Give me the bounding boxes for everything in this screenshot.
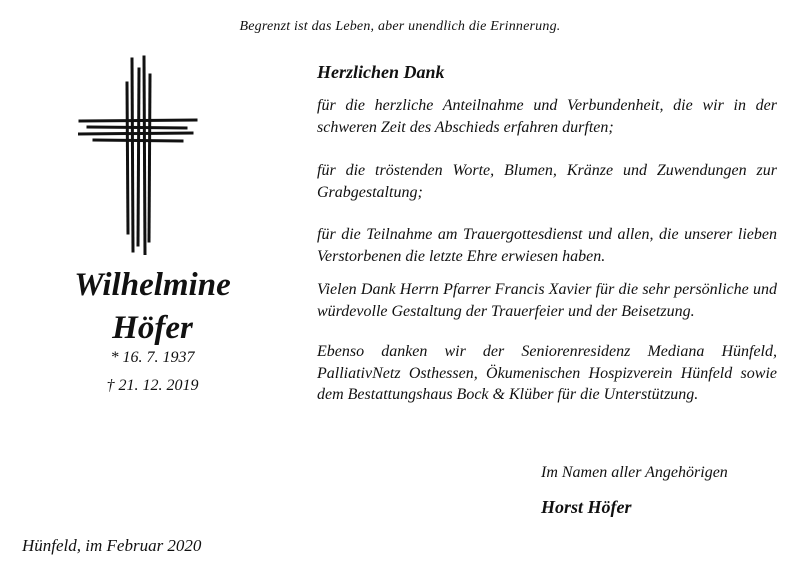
thanks-heading: Herzlichen Dank (317, 62, 445, 82)
thanks-paragraph: Ebenso danken wir der Seniorenresidenz Mediana Hünfeld, PalliativNetz Osthessen, Ökumenischen Hospizverein Hünfeld sowie dem Bestattungshaus Bock & Klüber für die Unterstützung. (317, 343, 777, 403)
thanks-paragraph: für die tröstenden Worte, Blumen, Kränze und Zuwendungen zur Grabgestaltung; (317, 162, 777, 201)
thanks-paragraph: Vielen Dank Herrn Pfarrer Francis Xavier für die sehr persönliche und würdevolle Gestaltung der Trauerfeier und der Beisetzung. (317, 281, 777, 320)
place-date: Hünfeld, im Februar 2020 (22, 536, 202, 555)
thanks-paragraph: für die herzliche Anteilnahme und Verbundenheit, die wir in der schweren Zeit des Abschieds erfahren durften; (317, 97, 777, 136)
signature-intro: Im Namen aller Angehörigen (541, 464, 728, 481)
signature-name: Horst Höfer (541, 497, 632, 517)
cross-icon (78, 55, 198, 255)
motto: Begrenzt ist das Leben, aber unendlich die Erinnerung. (239, 19, 561, 34)
birth-date: * 16. 7. 1937 (110, 349, 195, 366)
deceased-last-name: Höfer (112, 310, 193, 346)
death-date: † 21. 12. 2019 (106, 377, 199, 394)
thanks-paragraph: für die Teilnahme am Trauergottesdienst und allen, die unserer lieben Verstorbenen die letzte Ehre erwiesen haben. (317, 226, 777, 265)
deceased-first-name: Wilhelmine (74, 267, 231, 303)
